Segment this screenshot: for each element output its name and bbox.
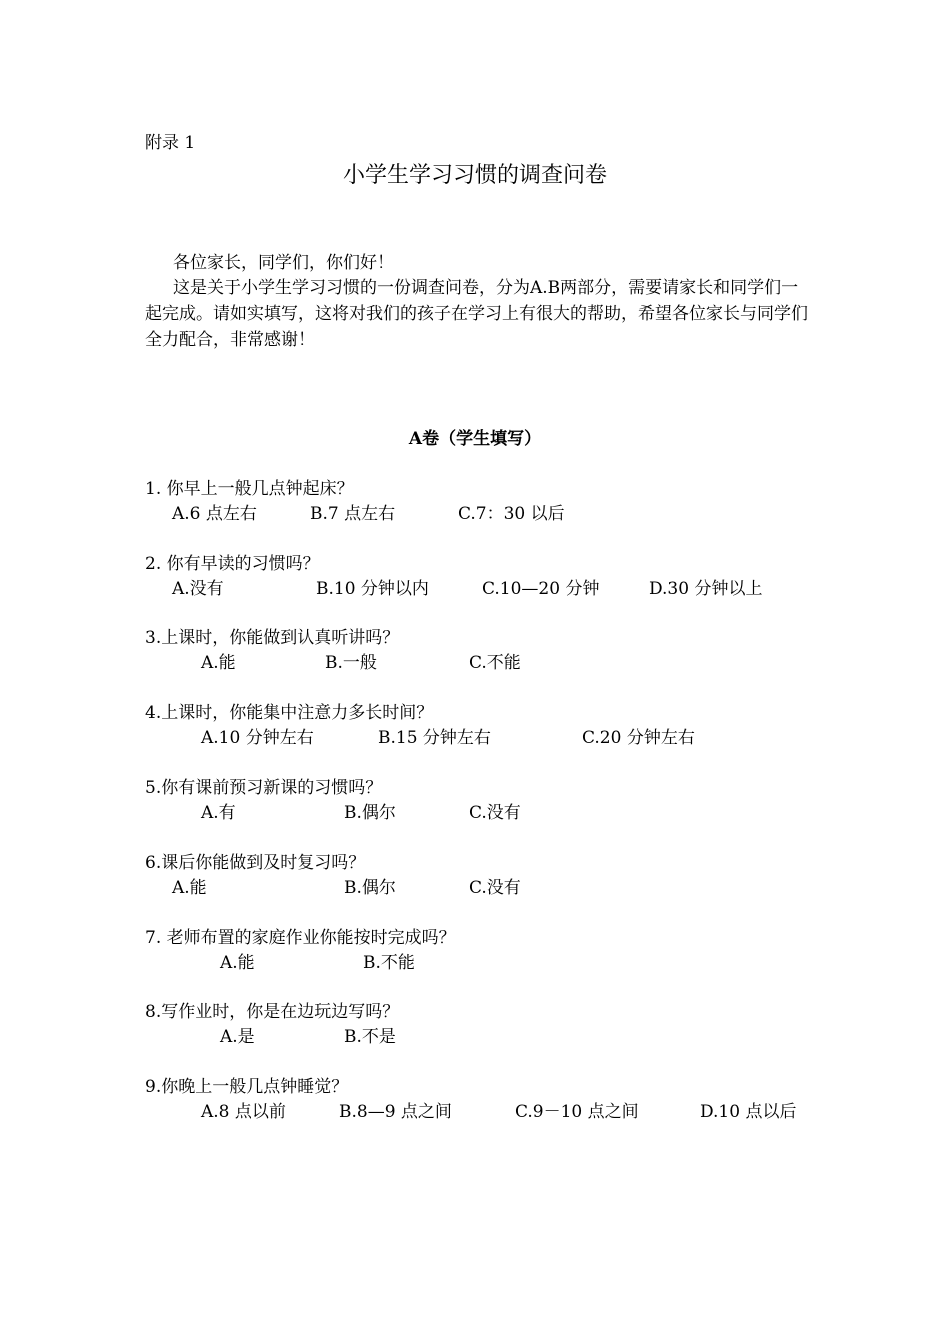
- question-text: 7. 老师布置的家庭作业你能按时完成吗？: [145, 928, 456, 948]
- option-a: A.6 点左右: [172, 504, 257, 524]
- question-text: 3.上课时，你能做到认真听讲吗？: [145, 628, 400, 648]
- question-text: 4.上课时，你能集中注意力多长时间？: [145, 703, 434, 723]
- option-b: B.10 分钟以内: [316, 579, 429, 599]
- option-c: C.没有: [469, 878, 521, 898]
- option-b: B.偶尔: [344, 803, 396, 823]
- question-text: 6.课后你能做到及时复习吗？: [145, 853, 366, 873]
- option-b: B.8—9 点之间: [339, 1102, 452, 1122]
- option-a: A.能: [172, 878, 207, 898]
- option-a: A.8 点以前: [201, 1102, 286, 1122]
- appendix-label: 附录 1: [145, 133, 196, 153]
- option-b: B.不能: [363, 953, 415, 973]
- question-text: 8.写作业时，你是在边玩边写吗？: [145, 1002, 400, 1022]
- section-title: A卷（学生填写）: [408, 429, 542, 449]
- option-c: C.9－10 点之间: [515, 1102, 639, 1122]
- question-text: 5.你有课前预习新课的习惯吗？: [145, 778, 383, 798]
- option-c: C.不能: [469, 653, 521, 673]
- option-b: B.15 分钟左右: [378, 728, 491, 748]
- option-a: A.能: [220, 953, 255, 973]
- option-a: A.10 分钟左右: [201, 728, 314, 748]
- option-a: A.能: [201, 653, 236, 673]
- option-d: D.10 点以后: [700, 1102, 797, 1122]
- intro-body: 这是关于小学生学习习惯的一份调查问卷，分为A.B两部分，需要请家长和同学们一起完成。请如实填写，这将对我们的孩子在学习上有很大的帮助，希望各位家长与同学们全力配合，非常感谢！: [145, 278, 808, 350]
- option-c: C.20 分钟左右: [582, 728, 695, 748]
- option-b: B.一般: [325, 653, 377, 673]
- option-b: B.7 点左右: [310, 504, 396, 524]
- option-c: C.10—20 分钟: [482, 579, 600, 599]
- option-c: C.没有: [469, 803, 521, 823]
- intro-greeting: 各位家长，同学们，你们好！: [173, 253, 394, 273]
- question-text: 9.你晚上一般几点钟睡觉？: [145, 1077, 349, 1097]
- option-a: A.没有: [172, 579, 224, 599]
- option-a: A.是: [220, 1027, 255, 1047]
- option-c: C.7：30 以后: [458, 504, 565, 524]
- option-b: B.偶尔: [344, 878, 396, 898]
- question-text: 2. 你有早读的习惯吗？: [145, 554, 320, 574]
- page-title: 小学生学习习惯的调查问卷: [342, 163, 607, 188]
- option-a: A.有: [201, 803, 236, 823]
- question-text: 1. 你早上一般几点钟起床？: [145, 479, 354, 499]
- option-d: D.30 分钟以上: [649, 579, 763, 599]
- option-b: B.不是: [344, 1027, 396, 1047]
